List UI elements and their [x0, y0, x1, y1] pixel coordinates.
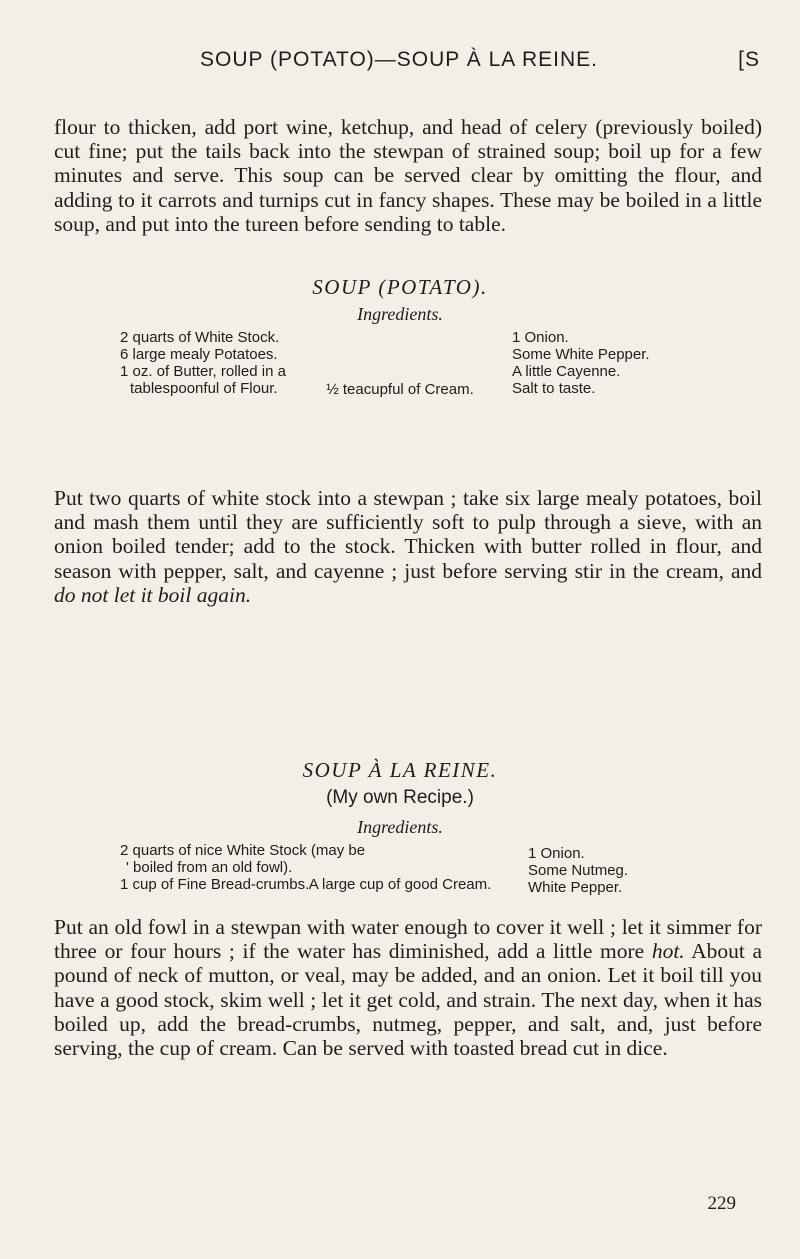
ingredient-item: A little Cayenne.	[512, 363, 621, 380]
ingredient-item: Salt to taste.	[512, 380, 596, 397]
ingredients-heading: Ingredients.	[357, 817, 443, 837]
running-header-title: SOUP (POTATO)—SOUP À LA REINE.	[200, 48, 598, 71]
ingredient-item: 6 large mealy Potatoes.	[120, 346, 278, 363]
ingredient-item: 1 Onion.	[528, 845, 585, 862]
ingredient-item: 2 quarts of White Stock.	[120, 329, 280, 346]
method-emphasis: hot.	[651, 939, 685, 964]
method-text: Put an old fowl in a stewpan with water enough to cover it well ; let it simmer for three or four hours ; if the water has diminished, add a little more	[54, 915, 762, 964]
ingredient-item: 1 oz. of Butter, rolled in a	[120, 363, 286, 380]
ingredient-item-centered: A large cup of good Cream.	[308, 876, 492, 893]
ingredient-item: Some Nutmeg.	[528, 862, 629, 879]
recipe-method-soup-a-la-reine	[54, 915, 762, 1060]
method-emphasis: do not let it boil again.	[54, 582, 252, 607]
recipe-subtitle: (My own Recipe.)	[326, 787, 474, 808]
ingredient-item: 1 Onion.	[512, 329, 569, 346]
ingredients-heading: Ingredients.	[357, 304, 443, 324]
ingredient-item-centered: ½ teacupful of Cream.	[326, 381, 474, 398]
running-header-section: [S	[738, 48, 760, 71]
recipe-title-potato-soup: SOUP (POTATO).	[312, 275, 488, 299]
ingredient-item: 2 quarts of nice White Stock (may be	[120, 842, 366, 859]
ingredient-item: White Pepper.	[528, 879, 623, 896]
ingredient-item: Some White Pepper.	[512, 346, 650, 363]
page-number: 229	[707, 1193, 736, 1214]
method-text: Put two quarts of white stock into a stewpan ; take six large mealy potatoes, boil and mash them until they are sufficiently soft to pulp through a sieve, with an onion boiled tender; add to the stock. Thicken with butter rolled in flour, and season with pepper, salt, and cayenne ; just before serving stir in the cream, and	[54, 486, 762, 583]
ingredient-item: tablespoonful of Flour.	[130, 380, 278, 397]
recipe-title-soup-a-la-reine: SOUP À LA REINE.	[302, 758, 498, 782]
recipe-method-potato-soup	[54, 486, 762, 607]
ingredient-item: 1 cup of Fine Bread-crumbs.	[120, 876, 310, 893]
method-text: About a pound of neck of mutton, or veal, may be added, and an onion. Let it boil till you have a good stock, skim well ; let it get cold, and strain. The next day, when it has boiled up, add the bread-crumbs, nutmeg, pepper, and salt, and, just before serving, the cup of cream. Can be served with toasted bread cut in dice.	[54, 939, 763, 1061]
running-header	[200, 48, 760, 78]
ingredient-item: ' boiled from an old fowl).	[126, 859, 293, 876]
continued-paragraph: flour to thicken, add port wine, ketchup, and head of celery (previously boiled) cut fine; put the tails back into the stewpan of strained soup; boil up for a few minutes and serve. This soup can be served clear by omitting the flour, and adding to it carrots and turnips cut in fancy shapes. These may be boiled in a little soup, and put into the tureen before sending to table.	[54, 115, 762, 236]
